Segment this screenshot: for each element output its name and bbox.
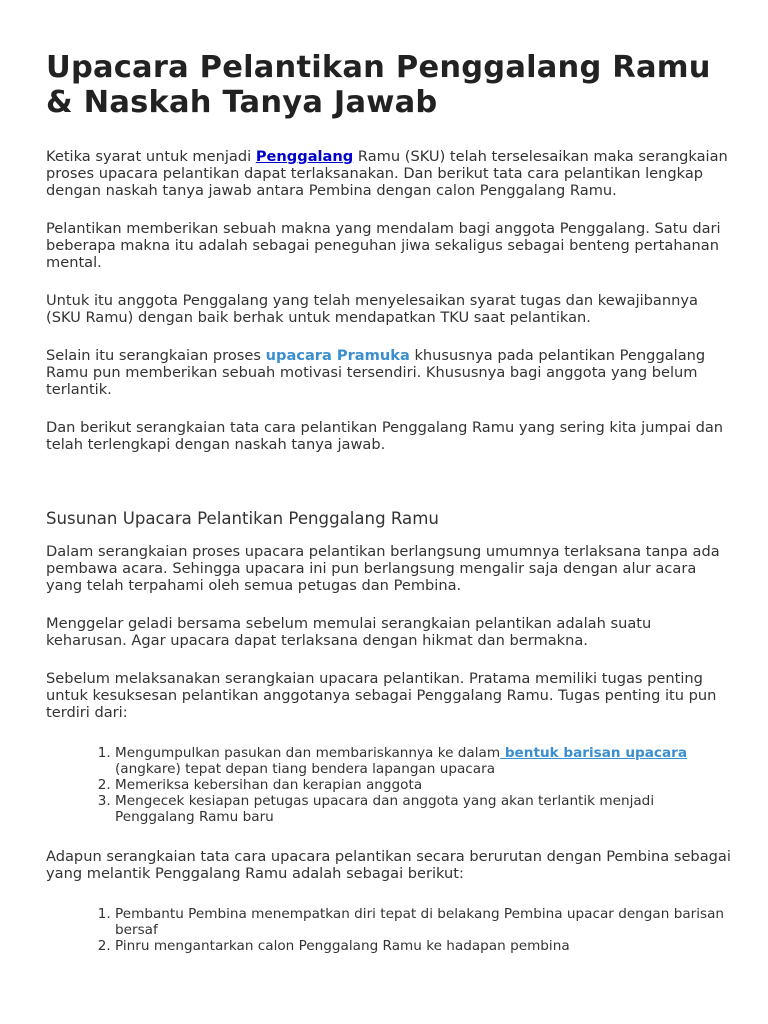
paragraph-intro <box>46 148 736 199</box>
list-item-text: Mengumpulkan pasukan dan membariskannya ke dalam <box>115 745 501 761</box>
list-item: 2. Pinru mengantarkan calon Penggalang Ramu ke hadapan pembina <box>115 938 736 954</box>
list-item: 2. Memeriksa kebersihan dan kerapian anggota <box>115 777 736 793</box>
paragraph-berikut: Dan berikut serangkaian tata cara pelantikan Penggalang Ramu yang sering kita jumpai dan telah terlengkapi dengan naskah tanya jawab. <box>46 419 724 453</box>
paragraph-makna: Pelantikan memberikan sebuah makna yang mendalam bagi anggota Penggalang. Satu dari beberapa makna itu adalah sebagai peneguhan jiwa sekaligus sebagai benteng pertahanan mental. <box>46 220 721 271</box>
section-heading: Susunan Upacara Pelantikan Penggalang Ramu <box>46 509 439 528</box>
list-tata-cara <box>46 906 736 954</box>
title-line-1: Upacara Pelantikan Penggalang Ramu <box>46 50 711 85</box>
paragraph-sku: Untuk itu anggota Penggalang yang telah menyelesaikan syarat tugas dan kewajibannya (SKU Ramu) dengan baik berhak untuk mendapatkan TKU saat pelantikan. <box>46 292 698 326</box>
paragraph-tata-cara: Adapun serangkaian tata cara upacara pelantikan secara berurutan dengan Pembina sebagai yang melantik Penggalang Ramu adalah sebagai berikut: <box>46 848 731 882</box>
link-bentuk-barisan-upacara[interactable]: bentuk barisan upacara <box>500 745 688 761</box>
paragraph-text: Ketika syarat untuk menjadi <box>46 148 256 165</box>
paragraph-text: khususnya pada pelantikan Penggalang Ramu pun memberikan sebuah motivasi tersendiri. Khususnya bagi anggota yang belum terlantik. <box>46 347 706 398</box>
list-item: 3. Mengecek kesiapan petugas upacara dan anggota yang akan terlantik menjadi Penggalang Ramu baru <box>115 793 736 825</box>
list-item <box>115 745 736 777</box>
paragraph-motivasi <box>46 347 736 398</box>
list-tugas-pratama <box>46 745 736 825</box>
link-upacara-pramuka[interactable]: upacara Pramuka <box>265 347 410 364</box>
paragraph-geladi: Menggelar geladi bersama sebelum memulai serangkaian pelantikan adalah suatu keharusan. Agar upacara dapat terlaksana dengan hikmat dan bermakna. <box>46 615 652 649</box>
link-penggalang[interactable]: Penggalang <box>255 148 354 165</box>
page-title <box>46 50 736 120</box>
paragraph-text: Selain itu serangkaian proses <box>46 347 266 364</box>
title-line-2: & Naskah Tanya Jawab <box>46 85 438 120</box>
paragraph-text: Ramu (SKU) telah terselesaikan maka serangkaian proses upacara pelantikan dapat terlaksanakan. Dan berikut tata cara pelantikan lengkap dengan naskah tanya jawab antara Pembina dengan calon Penggalang Ramu. <box>46 148 728 199</box>
article <box>46 50 736 954</box>
list-item-text: (angkare) tepat depan tiang bendera lapangan upacara <box>115 761 496 777</box>
paragraph-proses: Dalam serangkaian proses upacara pelantikan berlangsung umumnya terlaksana tanpa ada pembawa acara. Sehingga upacara ini pun berlangsung mengalir saja dengan alur acara yang telah terpahami oleh semua petugas dan Pembina. <box>46 543 720 594</box>
list-item: 1. Pembantu Pembina menempatkan diri tepat di belakang Pembina upacar dengan barisan bersaf <box>115 906 736 938</box>
paragraph-tugas-pratama: Sebelum melaksanakan serangkaian upacara pelantikan. Pratama memiliki tugas penting untuk kesuksesan pelantikan anggotanya sebagai Penggalang Ramu. Tugas penting itu pun terdiri dari: <box>46 670 717 721</box>
